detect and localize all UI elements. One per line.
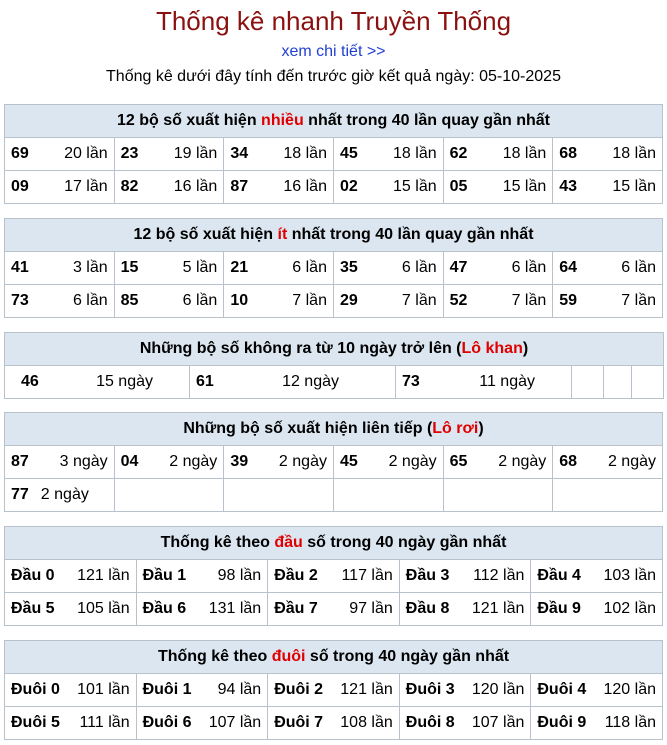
page-subtitle: Thống kê dưới đây tính đến trước giờ kết quả ngày: 05-10-2025 (106, 68, 561, 85)
stat-cell: Đầu 9 102 lần (531, 593, 663, 626)
empty-cell (114, 479, 224, 512)
duoi-table (4, 640, 663, 740)
dau-table (4, 526, 663, 626)
stat-cell: Đuôi 0 101 lần (5, 674, 137, 707)
stat-cell: 45 2 ngày (333, 446, 443, 479)
stat-cell: 47 6 lần (443, 252, 553, 285)
stat-cell: 65 2 ngày (443, 446, 553, 479)
stat-cell: 43 15 lần (553, 171, 663, 204)
most-frequent-table (4, 104, 663, 204)
stat-cell: 02 15 lần (333, 171, 443, 204)
lo-khan-header: Những bộ số không ra từ 10 ngày trở lên (Lô khan) (5, 333, 664, 366)
stat-cell: 10 7 lần (224, 285, 334, 318)
stat-cell: Đuôi 7 108 lần (268, 707, 400, 740)
stat-cell: 61 12 ngày (190, 366, 396, 399)
stat-cell: 05 15 lần (443, 171, 553, 204)
stat-cell: Đuôi 8 107 lần (399, 707, 531, 740)
stat-cell: Đầu 1 98 lần (136, 560, 268, 593)
page-title: Thống kê nhanh Truyền Thống (155, 6, 512, 36)
stat-cell: 82 16 lần (114, 171, 224, 204)
stat-cell: 29 7 lần (333, 285, 443, 318)
stat-cell: 68 18 lần (553, 138, 663, 171)
duoi-header: Thống kê theo đuôi số trong 40 ngày gần nhất (5, 641, 663, 674)
stat-cell: 69 20 lần (5, 138, 115, 171)
stat-cell: 21 6 lần (224, 252, 334, 285)
least-frequent-header: 12 bộ số xuất hiện ít nhất trong 40 lần quay gần nhất (5, 219, 663, 252)
empty-cell (443, 479, 553, 512)
stat-cell: 68 2 ngày (553, 446, 663, 479)
stat-cell: 59 7 lần (553, 285, 663, 318)
stat-cell: 45 18 lần (333, 138, 443, 171)
empty-cell (572, 366, 604, 399)
stat-cell: Đuôi 6 107 lần (136, 707, 268, 740)
empty-cell (224, 479, 334, 512)
stat-cell: 77 2 ngày (5, 479, 115, 512)
stat-cell: Đuôi 4 120 lần (531, 674, 663, 707)
stat-cell: Đầu 2 117 lần (268, 560, 400, 593)
empty-cell (553, 479, 663, 512)
stat-cell: 35 6 lần (333, 252, 443, 285)
stat-cell: 87 16 lần (224, 171, 334, 204)
stat-cell: Đầu 3 112 lần (399, 560, 531, 593)
stat-cell: 73 11 ngày (396, 366, 572, 399)
stat-cell: 46 15 ngày (5, 366, 190, 399)
lo-khan-table (4, 332, 664, 399)
stat-cell: 73 6 lần (5, 285, 115, 318)
lo-roi-header: Những bộ số xuất hiện liên tiếp (Lô rơi) (5, 413, 663, 446)
empty-cell (333, 479, 443, 512)
stat-cell: 41 3 lần (5, 252, 115, 285)
lo-roi-table (4, 412, 663, 512)
empty-cell (632, 366, 664, 399)
stat-cell: Đầu 5 105 lần (5, 593, 137, 626)
stat-cell: Đầu 4 103 lần (531, 560, 663, 593)
empty-cell (604, 366, 632, 399)
stat-cell: 09 17 lần (5, 171, 115, 204)
stat-cell: 62 18 lần (443, 138, 553, 171)
stat-cell: 85 6 lần (114, 285, 224, 318)
stat-cell: 15 5 lần (114, 252, 224, 285)
stat-cell: 23 19 lần (114, 138, 224, 171)
most-frequent-header: 12 bộ số xuất hiện nhiều nhất trong 40 lần quay gần nhất (5, 105, 663, 138)
stat-cell: 34 18 lần (224, 138, 334, 171)
detail-link[interactable]: xem chi tiết >> (281, 43, 386, 60)
dau-header: Thống kê theo đầu số trong 40 ngày gần nhất (5, 527, 663, 560)
stat-cell: Đuôi 2 121 lần (268, 674, 400, 707)
stat-cell: 04 2 ngày (114, 446, 224, 479)
stat-cell: Đuôi 5 111 lần (5, 707, 137, 740)
stat-cell: Đầu 7 97 lần (268, 593, 400, 626)
stat-cell: Đuôi 1 94 lần (136, 674, 268, 707)
least-frequent-table (4, 218, 663, 318)
stat-cell: 52 7 lần (443, 285, 553, 318)
stat-cell: Đuôi 3 120 lần (399, 674, 531, 707)
stat-cell: Đuôi 9 118 lần (531, 707, 663, 740)
stat-cell: 39 2 ngày (224, 446, 334, 479)
stat-cell: Đầu 6 131 lần (136, 593, 268, 626)
stat-cell: 64 6 lần (553, 252, 663, 285)
stat-cell: 87 3 ngày (5, 446, 115, 479)
stat-cell: Đầu 0 121 lần (5, 560, 137, 593)
stat-cell: Đầu 8 121 lần (399, 593, 531, 626)
